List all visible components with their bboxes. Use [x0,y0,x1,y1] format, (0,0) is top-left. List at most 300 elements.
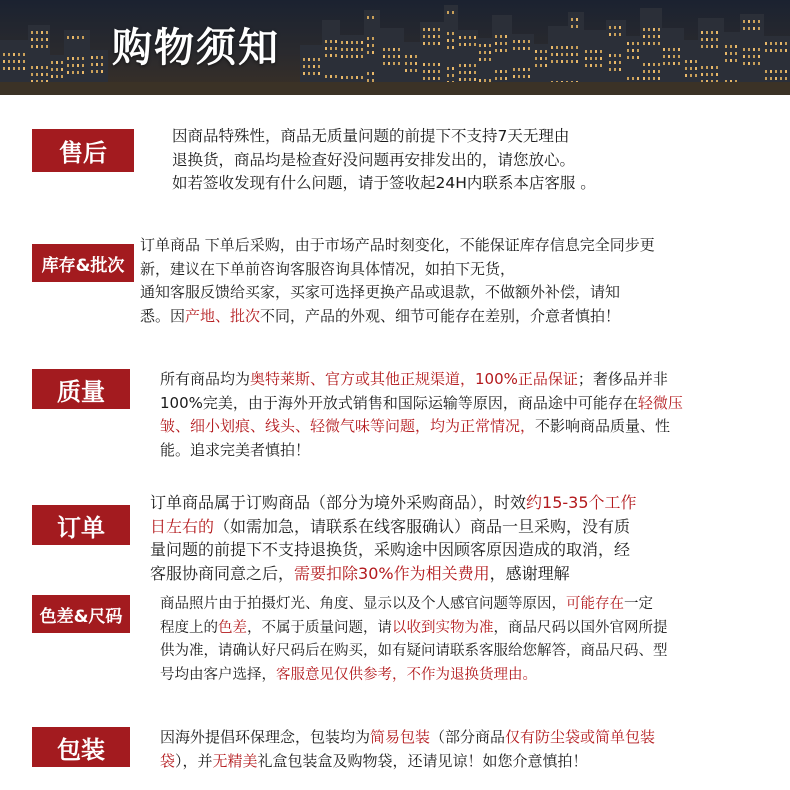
skyline-window [335,75,337,78]
skyline-window [484,79,486,82]
skyline-window [706,45,708,48]
skyline-window [415,62,417,65]
body-text: 程度上的 [160,619,218,636]
skyline-window [393,55,395,58]
skyline-window [351,41,353,44]
skyline-window [725,52,727,55]
skyline-window [423,63,425,66]
skyline-window [648,35,650,38]
body-text: 不影响商品质量、性 [535,417,671,435]
text-line [150,538,637,562]
skyline-window [495,70,497,73]
skyline-window [785,49,787,52]
skyline-window [330,47,332,50]
highlight-text: 皱、细小划痕、线头、轻微气味等问题，均为正常情况， [160,417,536,435]
text-line [172,125,596,149]
skyline-window [695,67,697,70]
skyline-window [308,72,310,75]
skyline-window [785,77,787,80]
skyline-window [367,51,369,54]
highlight-text: 简易包装 [370,728,431,746]
highlight-text: 产地、批次 [185,306,261,325]
skyline-window [643,63,645,66]
skyline-window [479,51,481,54]
skyline-window [459,78,461,81]
skyline-window [643,70,645,73]
skyline-window [668,55,670,58]
skyline-window [341,41,343,44]
skyline-window [653,42,655,45]
skyline-window [571,18,573,21]
skyline-window [653,77,655,80]
skyline-window [500,77,502,80]
skyline-window [51,75,53,78]
skyline-window [701,31,703,34]
skyline-window [303,72,305,75]
skyline-window [82,57,84,60]
skyline-window [706,38,708,41]
skyline-window [678,55,680,58]
skyline-window [23,53,25,56]
skyline-window [765,70,767,73]
skyline-window [627,56,629,59]
section-color-size [0,590,790,700]
skyline-window [46,38,48,41]
skyline-window [96,63,98,66]
skyline-window [743,20,745,23]
skyline-window [619,26,621,29]
skyline-window [330,75,332,78]
skyline-window [56,75,58,78]
skyline-window [346,76,348,79]
skyline-window [673,48,675,51]
skyline-window [551,60,553,63]
skyline-window [730,45,732,48]
body-text: （如需加急，请联系在线客服确认）商品一旦采购，没有质 [214,516,631,536]
skyline-window [735,45,737,48]
skyline-window [600,50,602,53]
skyline-window [648,77,650,80]
skyline-window [590,50,592,53]
body-text: ；奢侈品并非 [577,370,668,388]
skyline-window [31,45,33,48]
skyline-window [540,57,542,60]
skyline-window [13,53,15,56]
skyline-window [658,63,660,66]
skyline-window [663,62,665,65]
skyline-window [469,71,471,74]
skyline-window [753,48,755,51]
body-text: 礼盒包装盒及购物袋，还请见谅！如您介意慎拍！ [257,751,588,770]
skyline-window [72,64,74,67]
skyline-window [13,67,15,70]
skyline-window [51,68,53,71]
skyline-window [758,27,760,30]
page-title: 购物须知 [112,25,280,71]
skyline-window [341,76,343,79]
body-text: 悉。因 [140,306,186,325]
skyline-window [356,76,358,79]
skyline-window [561,46,563,49]
body-text: 商品照片由于拍摄灯光、角度、显示以及个人感官问题等原因， [160,596,566,612]
body-text: 不同，产品的外观、细节可能存在差别，介意者慎拍！ [260,306,621,325]
skyline-window [673,55,675,58]
skyline-window [701,73,703,76]
skyline-window [447,11,449,14]
skyline-window [67,36,69,39]
skyline-window [447,67,449,70]
skyline-window [765,42,767,45]
skyline-window [648,42,650,45]
skyline-window [383,55,385,58]
skyline-window [101,63,103,66]
skyline-window [428,70,430,73]
skyline-window [513,40,515,43]
skyline-window [447,46,449,49]
skyline-window [785,70,787,73]
skyline-window [775,42,777,45]
skyline-window [77,71,79,74]
skyline-window [372,44,374,47]
section-quality [0,365,790,475]
skyline-window [36,73,38,76]
skyline-window [31,73,33,76]
skyline-window [469,64,471,67]
skyline-window [551,53,553,56]
skyline-window [561,53,563,56]
skyline-window [535,50,537,53]
skyline-window [500,42,502,45]
skyline-window [101,56,103,59]
skyline-window [716,38,718,41]
skyline-window [31,38,33,41]
skyline-window [495,77,497,80]
skyline-window [619,33,621,36]
skyline-window [632,49,634,52]
skyline-window [566,46,568,49]
skyline-window [18,53,20,56]
section-text-order [150,491,637,585]
skyline-window [433,77,435,80]
body-text: 量问题的前提下不支持退换货，采购途中因顾客原因造成的取消，经 [150,540,631,559]
section-label-after-sales: 售后 [32,129,134,172]
body-text: 供为准，请确认好尺码后在购买，如有疑问请联系客服给您解答，商品尺码、型 [160,643,668,659]
skyline-window [423,70,425,73]
skyline-window [637,42,639,45]
skyline-window [685,60,687,63]
skyline-window [551,46,553,49]
skyline-window [685,74,687,77]
skyline-window [410,62,412,65]
skyline-window [346,55,348,58]
skyline-window [627,77,629,80]
skyline-window [637,49,639,52]
skyline-window [330,54,332,57]
skyline-window [619,68,621,71]
header-banner [0,0,790,95]
section-stock [0,228,790,348]
skyline-window [433,70,435,73]
skyline-window [775,77,777,80]
text-line [140,256,655,280]
skyline-window [61,68,63,71]
skyline-window [433,28,435,31]
skyline-window [452,39,454,42]
skyline-window [632,42,634,45]
skyline-window [410,69,412,72]
body-text: 100%完美，由于海外开放式销售和国际运输等原因，商品途中可能存在 [160,393,638,412]
skyline-window [716,73,718,76]
skyline-window [643,42,645,45]
skyline-window [518,68,520,71]
skyline-window [643,35,645,38]
highlight-text: 色差 [218,619,247,636]
skyline-window [479,44,481,47]
skyline-window [372,51,374,54]
body-text: 订单商品属于订购商品（部分为境外采购商品），时效 [150,493,527,512]
skyline-window [3,67,5,70]
text-line [160,749,655,773]
skyline-window [398,55,400,58]
body-text: （部分商品 [430,728,506,746]
text-line [150,515,637,539]
skyline-window [341,55,343,58]
skyline-window [469,78,471,81]
skyline-window [469,43,471,46]
skyline-window [46,45,48,48]
skyline-window [505,35,507,38]
skyline-window [716,45,718,48]
highlight-text: 仅有防尘袋或简单包装 [505,728,656,746]
skyline-window [361,41,363,44]
skyline-window [678,62,680,65]
text-line [160,663,668,687]
skyline-window [632,77,634,80]
skyline-window [428,35,430,38]
skyline-window [648,70,650,73]
skyline-window [464,78,466,81]
skyline-window [748,48,750,51]
body-text: 因海外提倡环保理念，包装均为 [160,728,371,746]
skyline-window [765,49,767,52]
highlight-text: 约15-35个工作 [526,493,637,512]
skyline-window [571,60,573,63]
skyline-window [648,63,650,66]
skyline-window [663,55,665,58]
skyline-window [438,70,440,73]
skyline-window [556,53,558,56]
skyline-window [388,55,390,58]
skyline-window [383,48,385,51]
skyline-window [41,45,43,48]
skyline-window [356,41,358,44]
skyline-window [469,36,471,39]
skyline-window [711,38,713,41]
skyline-window [780,49,782,52]
skyline-window [725,59,727,62]
skyline-window [658,35,660,38]
skyline-window [758,62,760,65]
skyline-window [325,40,327,43]
skyline-window [405,62,407,65]
skyline-window [518,47,520,50]
skyline-window [372,79,374,82]
skyline-window [31,31,33,34]
skyline-window [8,60,10,63]
skyline-window [484,51,486,54]
text-line [140,232,655,256]
body-text: 能。追求完美者慎拍！ [160,440,311,459]
skyline-window [690,74,692,77]
skyline-window [41,31,43,34]
skyline-window [72,36,74,39]
skyline-window [438,35,440,38]
skyline-window [438,63,440,66]
skyline-window [447,32,449,35]
skyline-window [500,49,502,52]
section-text-quality [160,367,683,461]
skyline-window [318,65,320,68]
skyline-window [500,70,502,73]
text-line [160,592,668,616]
skyline-window [730,52,732,55]
skyline-window [433,35,435,38]
skyline-window [479,79,481,82]
skyline-window [41,73,43,76]
highlight-text: 需要扣除30%作为相关费用 [294,563,490,583]
skyline-window [423,42,425,45]
section-label-order: 订单 [32,505,130,545]
skyline-window [523,40,525,43]
skyline-window [758,55,760,58]
skyline-window [518,75,520,78]
skyline-window [474,71,476,74]
text-line [140,279,655,303]
body-text: 客服协商同意之后， [150,563,295,583]
skyline-window [780,77,782,80]
skyline-window [46,31,48,34]
skyline-window [428,77,430,80]
skyline-window [690,60,692,63]
skyline-window [576,18,578,21]
skyline-window [523,47,525,50]
skyline-window [405,55,407,58]
skyline-window [590,64,592,67]
skyline-window [335,47,337,50]
skyline-window [8,53,10,56]
skyline-window [341,48,343,51]
skyline-window [528,75,530,78]
skyline-window [393,48,395,51]
skyline-window [361,48,363,51]
text-line [160,639,668,663]
skyline-window [464,64,466,67]
text-line [160,438,683,462]
skyline-window [528,40,530,43]
skyline-window [505,49,507,52]
skyline-window [695,60,697,63]
section-text-after-sales [172,125,596,196]
skyline-window [91,56,93,59]
skyline-window [51,61,53,64]
skyline-window [540,50,542,53]
skyline-window [658,42,660,45]
skyline-window [433,63,435,66]
skyline-window [13,60,15,63]
body-text: 号均由客户选择， [160,666,276,683]
skyline-window [528,68,530,71]
skyline-window [653,35,655,38]
skyline-window [82,36,84,39]
skyline-window [556,60,558,63]
skyline-window [775,49,777,52]
text-line [150,491,637,515]
section-text-color-size [160,592,668,686]
skyline-window [489,51,491,54]
skyline-window [711,73,713,76]
skyline-window [505,77,507,80]
skyline-window [489,58,491,61]
body-text: ，感谢理解 [489,563,570,583]
skyline-window [576,53,578,56]
skyline-window [495,35,497,38]
skyline-window [438,77,440,80]
skyline-window [706,31,708,34]
skyline-window [668,48,670,51]
skyline-window [318,72,320,75]
text-line [160,391,683,415]
skyline-window [619,61,621,64]
text-line [150,562,637,586]
skyline-window [556,46,558,49]
skyline-window [701,45,703,48]
skyline-window [447,74,449,77]
skyline-window [474,43,476,46]
skyline-window [18,60,20,63]
skyline-window [673,62,675,65]
skyline-window [72,57,74,60]
highlight-text: 以收到实物为准 [392,619,494,636]
skyline-window [335,54,337,57]
skyline-window [372,72,374,75]
skyline-window [313,58,315,61]
skyline-window [474,36,476,39]
skyline-window [67,64,69,67]
skyline-window [31,66,33,69]
text-line [160,414,683,438]
skyline-window [452,67,454,70]
skyline-window [325,47,327,50]
skyline-window [619,54,621,57]
skyline-window [668,62,670,65]
skyline-window [725,45,727,48]
skyline-window [367,72,369,75]
skyline-building [640,8,662,95]
text-line [160,367,683,391]
skyline-window [775,70,777,73]
skyline-window [61,75,63,78]
body-text: 因商品特殊性，商品无质量问题的前提下不支持7天无理由 [172,127,570,145]
skyline-window [61,61,63,64]
skyline-window [8,67,10,70]
skyline-window [495,42,497,45]
skyline-window [489,44,491,47]
skyline-window [535,64,537,67]
skyline-window [513,75,515,78]
skyline-window [735,52,737,55]
section-order [0,488,790,588]
skyline-window [735,59,737,62]
